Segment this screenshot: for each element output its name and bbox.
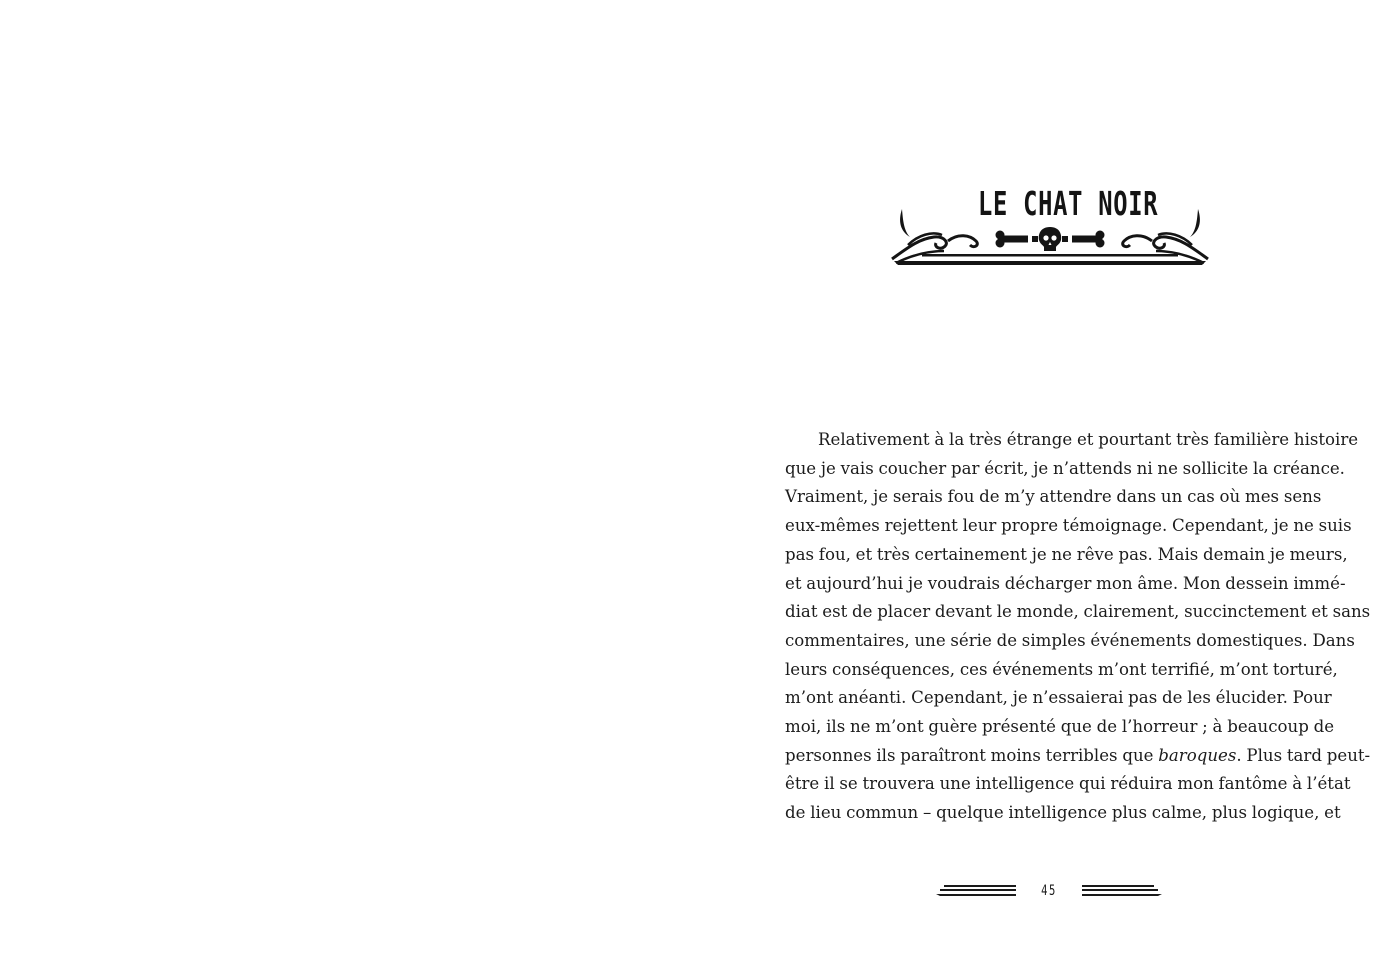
- left-page-blank: [0, 0, 699, 959]
- text-line: que je vais coucher par écrit, je n’attends ni ne sollicite la créance.: [785, 458, 1345, 478]
- text-segment: . Plus tard peut-: [1236, 745, 1371, 765]
- text-line: eux-mêmes rejettent leur propre témoignage. Cependant, je ne suis: [785, 516, 1352, 536]
- text-line: leurs conséquences, ces événements m’ont terrifié, m’ont torturé,: [785, 659, 1338, 679]
- text-line: m’ont anéanti. Cependant, je n’essaierai pas de les élucider. Pour: [785, 688, 1332, 708]
- text-line: de lieu commun – quelque intelligence plus calme, plus logique, et: [785, 803, 1341, 823]
- chapter-body-text: [785, 426, 1371, 828]
- text-line: Relativement à la très étrange et pourtant très familière histoire: [818, 430, 1359, 449]
- chapter-title: LE CHAT NOIR: [978, 184, 1159, 223]
- text-line-with-italic: [785, 742, 1371, 771]
- right-page: [700, 0, 1399, 959]
- folio-rule-right-icon: [1082, 880, 1162, 902]
- skull-and-bones-ornament-icon: [888, 205, 1212, 269]
- text-line: être il se trouvera une intelligence qui réduira mon fantôme à l’état: [785, 774, 1351, 794]
- text-line: et aujourd’hui je voudrais décharger mon âme. Mon dessein immé-: [785, 573, 1346, 593]
- text-line: Vraiment, je serais fou de m’y attendre dans un cas où mes sens: [785, 487, 1322, 507]
- page-folio: [936, 880, 1162, 902]
- italic-word: baroques: [1158, 745, 1237, 765]
- text-segment: personnes ils paraîtront moins terribles que: [785, 745, 1159, 765]
- page-number: 45: [1041, 883, 1057, 899]
- text-line: pas fou, et très certainement je ne rêve pas. Mais demain je meurs,: [785, 544, 1348, 564]
- text-line: moi, ils ne m’ont guère présenté que de l’horreur ; à beaucoup de: [785, 717, 1335, 737]
- text-line: commentaires, une série de simples événements domestiques. Dans: [785, 630, 1355, 650]
- text-line: diat est de placer devant le monde, clairement, succinctement et sans: [785, 602, 1371, 622]
